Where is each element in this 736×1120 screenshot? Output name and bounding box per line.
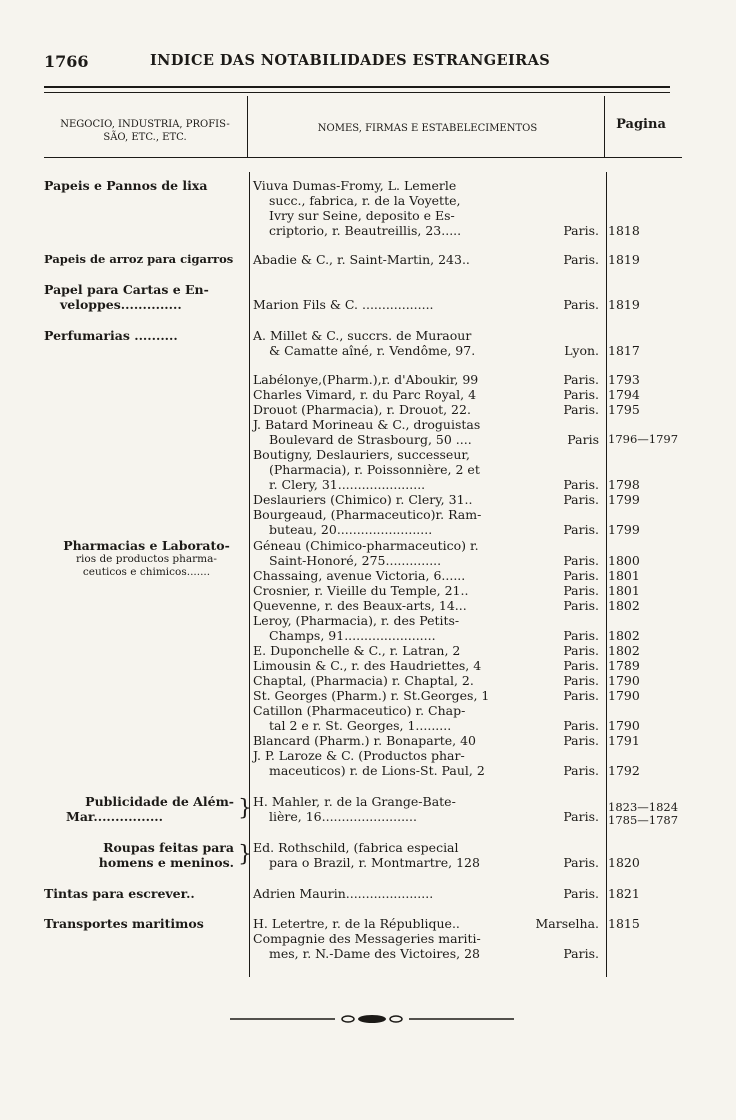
list-item: succ., fabrica, r. de la Voyette, <box>269 193 461 208</box>
page-ref: 1819 <box>608 297 640 312</box>
page-title: INDICE DAS NOTABILIDADES ESTRANGEIRAS <box>150 52 551 69</box>
page-ref <box>608 801 684 827</box>
brace-icon: } <box>238 796 252 821</box>
page-ref: 1815 <box>608 916 640 931</box>
list-item: lière, 16........................ Paris. <box>269 809 599 824</box>
page-ref-line2: 1785—1787 <box>608 813 679 827</box>
column-header-names: NOMES, FIRMAS E ESTABELECIMENTOS <box>317 123 538 134</box>
column-header-business-line2: SÃO, ETC., ETC. <box>103 132 187 143</box>
section-pharmacias-line3: ceuticos e chimicos....... <box>82 566 211 578</box>
list-item: H. Letertre, r. de la République.. Marselha. <box>253 916 599 931</box>
column-header-business <box>44 118 246 144</box>
header-bottom-rule <box>44 157 682 158</box>
page-ref: 1794 <box>608 387 640 402</box>
page-ref: 1789 <box>608 658 640 673</box>
list-item: Chaptal, (Pharmacia) r. Chaptal, 2. Paris. <box>253 673 599 688</box>
brace-icon: } <box>238 842 252 867</box>
list-item: Boulevard de Strasbourg, 50 .... Paris <box>269 432 599 447</box>
page-ref: 1820 <box>608 855 640 870</box>
column-divider-2-body <box>606 172 607 977</box>
section-publicidade <box>44 794 234 824</box>
list-item: Quevenne, r. des Beaux-arts, 14... Paris. <box>253 598 599 613</box>
section-papel-cartas-line2: veloppes.............. <box>60 297 182 312</box>
column-divider-2 <box>604 96 605 158</box>
section-tintas: Tintas para escrever.. <box>44 886 195 901</box>
section-papeis-arroz: Papeis de arroz para cigarros <box>44 252 234 266</box>
section-roupas <box>44 840 234 870</box>
list-item: buteau, 20........................ Paris. <box>269 522 599 537</box>
list-item: r. Clery, 31...................... Paris. <box>269 477 599 492</box>
page-ref: 1790 <box>608 718 640 733</box>
list-item: Catillon (Pharmaceutico) r. Chap- <box>253 703 466 718</box>
page-ref: 1791 <box>608 733 640 748</box>
list-item: Labélonye,(Pharm.),r. d'Aboukir, 99 Paris. <box>253 372 599 387</box>
list-item: Leroy, (Pharmacia), r. des Petits- <box>253 613 460 628</box>
list-item: & Camatte aîné, r. Vendôme, 97. Lyon. <box>269 343 599 358</box>
list-item: Saint-Honoré, 275.............. Paris. <box>269 553 599 568</box>
section-pharmacias-line2: rios de productos pharma- <box>76 553 217 565</box>
list-item: A. Millet & C., succrs. de Muraour <box>253 328 472 343</box>
page-ref: 1796—1797 <box>608 432 679 446</box>
list-item: (Pharmacia), r. Poissonnière, 2 et <box>269 462 480 477</box>
list-item: Ivry sur Seine, deposito e Es- <box>269 208 455 223</box>
list-item: Limousin & C., r. des Haudriettes, 4 Paris. <box>253 658 599 673</box>
list-item: Ed. Rothschild, (fabrica especial <box>253 840 459 855</box>
page-ref: 1792 <box>608 763 640 778</box>
section-papeis-pannos: Papeis e Pannos de lixa <box>44 178 208 193</box>
page-ref: 1798 <box>608 477 640 492</box>
section-publicidade-line2: Mar................ <box>66 809 164 824</box>
section-roupas-line2: homens e meninos. <box>98 855 234 870</box>
list-item: J. Batard Morineau & C., droguistas <box>253 417 481 432</box>
page-ref: 1799 <box>608 492 640 507</box>
column-header-page: Pagina <box>616 117 666 132</box>
page-ref: 1801 <box>608 568 640 583</box>
list-item: Champs, 91....................... Paris. <box>269 628 599 643</box>
list-item: Géneau (Chimico-pharmaceutico) r. <box>253 538 479 553</box>
page-ref: 1817 <box>608 343 640 358</box>
page-ref: 1802 <box>608 643 640 658</box>
section-papel-cartas <box>44 282 249 312</box>
list-item: Deslauriers (Chimico) r. Clery, 31.. Paris. <box>253 492 599 507</box>
page-ref: 1795 <box>608 402 640 417</box>
list-item: Boutigny, Deslauriers, successeur, <box>253 447 470 462</box>
section-pharmacias <box>44 538 249 579</box>
list-item: tal 2 e r. St. Georges, 1......... Paris. <box>269 718 599 733</box>
page-ref: 1819 <box>608 252 640 267</box>
list-item: Abadie & C., r. Saint-Martin, 243.. Paris. <box>253 252 599 267</box>
section-perfumarias: Perfumarias .......... <box>44 328 178 343</box>
page-ref: 1793 <box>608 372 640 387</box>
page-ref: 1801 <box>608 583 640 598</box>
list-item: Viuva Dumas-Fromy, L. Lemerle <box>253 178 457 193</box>
section-transportes: Transportes maritimos <box>44 916 204 931</box>
list-item: criptorio, r. Beautreillis, 23..... Paris. <box>269 223 599 238</box>
page-ref: 1818 <box>608 223 640 238</box>
header-double-rule <box>44 86 670 93</box>
column-header-business-line1: NEGOCIO, INDUSTRIA, PROFIS- <box>60 119 230 130</box>
list-item: maceuticos) r. de Lions-St. Paul, 2 Paris. <box>269 763 599 778</box>
list-item: Drouot (Pharmacia), r. Drouot, 22. Paris. <box>253 402 599 417</box>
page-ref-line1: 1823—1824 <box>608 800 679 814</box>
section-roupas-line1: Roupas feitas para <box>103 840 234 855</box>
page-ref: 1821 <box>608 886 640 901</box>
list-item: Marion Fils & C. .................. Paris. <box>253 297 599 312</box>
page-ref: 1790 <box>608 688 640 703</box>
page-ref: 1799 <box>608 522 640 537</box>
section-pharmacias-line1: Pharmacias e Laborato- <box>63 538 230 553</box>
list-item: Charles Vimard, r. du Parc Royal, 4 Paris. <box>253 387 599 402</box>
column-divider-1 <box>247 96 248 158</box>
list-item: H. Mahler, r. de la Grange-Bate- <box>253 794 456 809</box>
list-item: Crosnier, r. Vieille du Temple, 21.. Paris. <box>253 583 599 598</box>
list-item: Bourgeaud, (Pharmaceutico)r. Ram- <box>253 507 482 522</box>
list-item: mes, r. N.-Dame des Victoires, 28 Paris. <box>269 946 599 961</box>
list-item: J. P. Laroze & C. (Productos phar- <box>253 748 465 763</box>
list-item: para o Brazil, r. Montmartre, 128 Paris. <box>269 855 599 870</box>
list-item: Chassaing, avenue Victoria, 6...... Paris. <box>253 568 599 583</box>
ornament-rule-icon <box>230 1012 514 1026</box>
page-number: 1766 <box>44 52 89 71</box>
list-item: Compagnie des Messageries mariti- <box>253 931 481 946</box>
page-ref: 1790 <box>608 673 640 688</box>
list-item: Blancard (Pharm.) r. Bonaparte, 40 Paris. <box>253 733 599 748</box>
page-ref: 1802 <box>608 628 640 643</box>
section-publicidade-line1: Publicidade de Além- <box>85 794 234 809</box>
page-ref: 1800 <box>608 553 640 568</box>
section-papel-cartas-line1: Papel para Cartas e En- <box>44 282 209 297</box>
list-item: Adrien Maurin...................... Paris. <box>253 886 599 901</box>
list-item: E. Duponchelle & C., r. Latran, 2 Paris. <box>253 643 599 658</box>
list-item: St. Georges (Pharm.) r. St.Georges, 1 Paris. <box>253 688 599 703</box>
page-ref: 1802 <box>608 598 640 613</box>
